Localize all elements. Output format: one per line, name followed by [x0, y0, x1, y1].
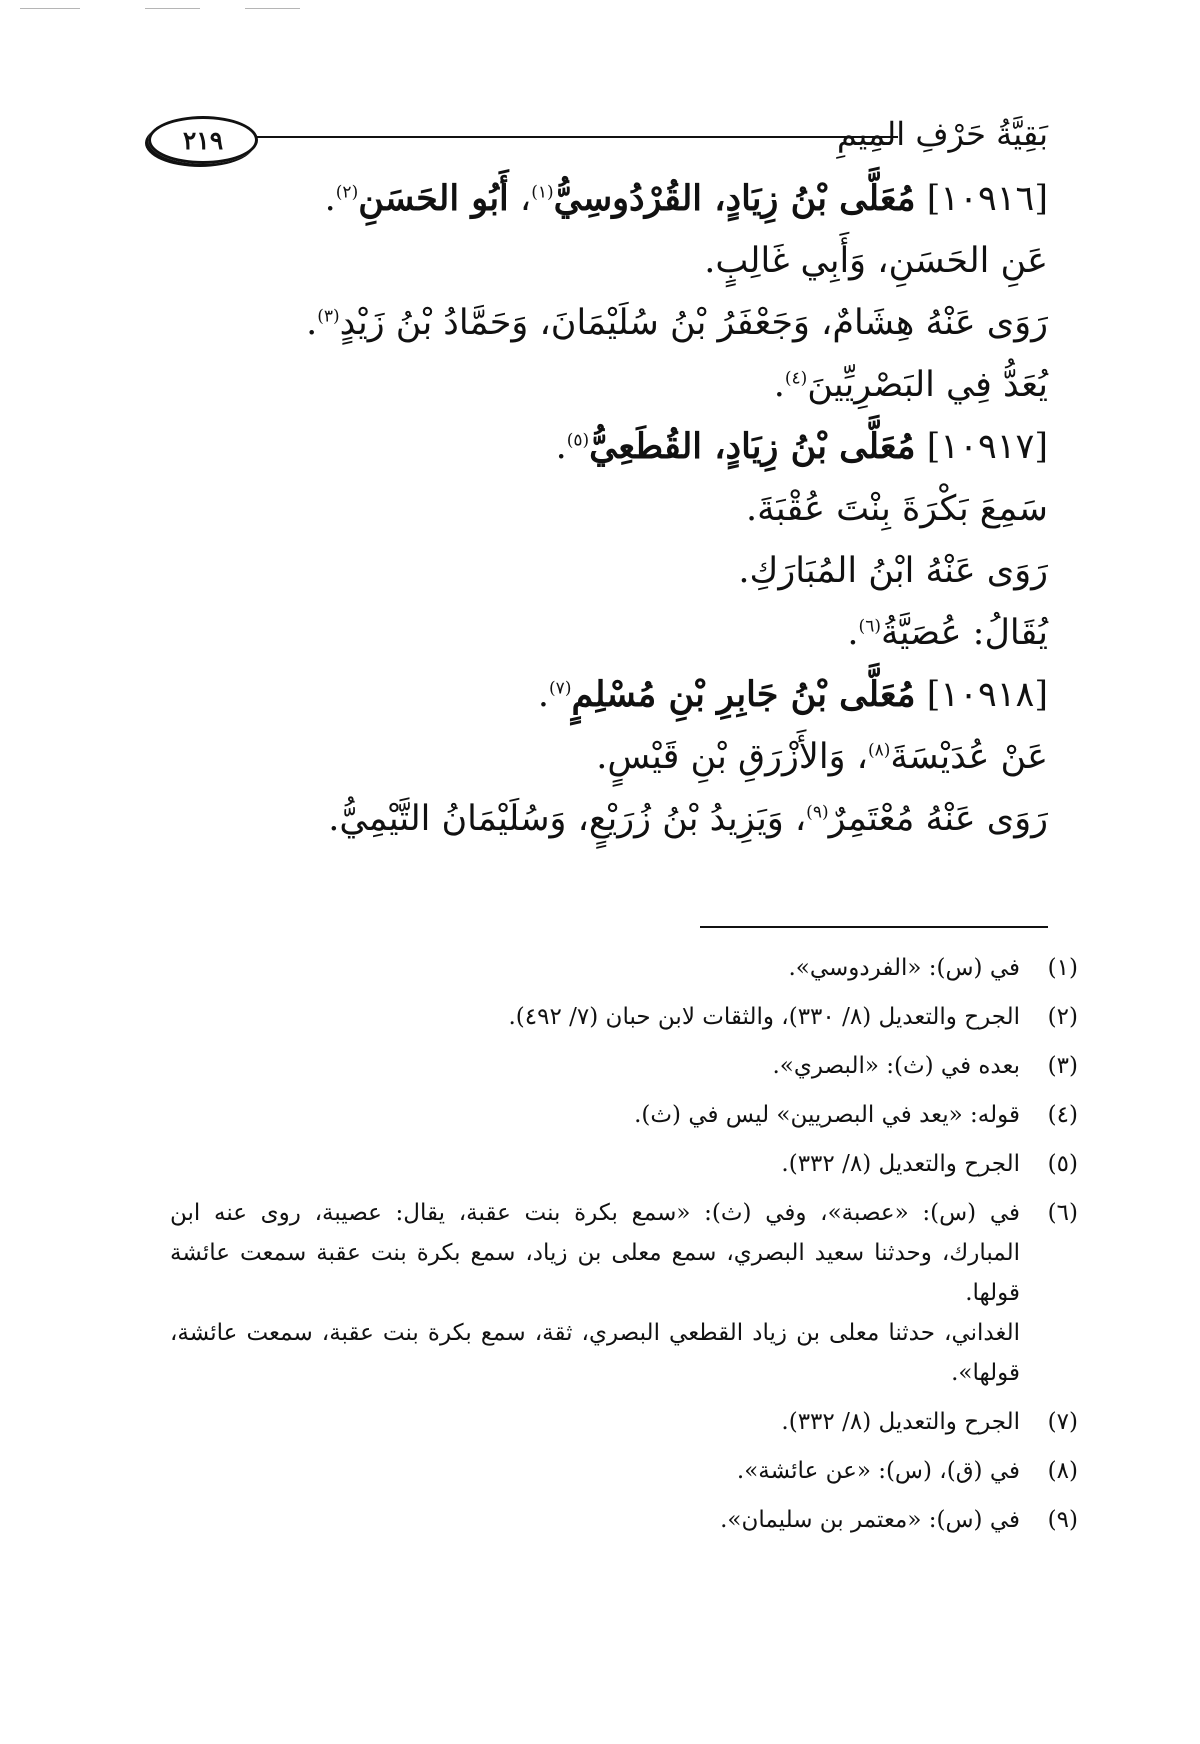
footnote-item [170, 1144, 1078, 1184]
narrator-name: أَبُو الحَسَنِ [358, 178, 509, 219]
footnote-marker: (٣) [317, 306, 340, 327]
footnote-marker: (٨) [867, 740, 891, 761]
narrators [160, 792, 1048, 846]
footnote-item [170, 997, 1078, 1037]
text-run: رَوَى عَنْهُ هِشَامٌ، وَجَعْفَرُ بْنُ سُلَيْمَانَ، وَحَمَّادُ بْنُ زَيْدٍ [339, 303, 1048, 343]
footnote-item [170, 948, 1078, 988]
text-run: ، وَيَزِيدُ بْنُ زُرَيْعٍ، وَسُلَيْمَانُ التَّيْمِيُّ. [328, 799, 807, 839]
text-run: . [773, 365, 785, 405]
footnote-marker: (٤) [784, 368, 808, 389]
narrators [160, 296, 1048, 350]
footnote-number: (١) [1047, 955, 1078, 981]
text-run: ، [508, 179, 532, 219]
text-run: عَنْ عُدَيْسَةَ [890, 737, 1048, 777]
text-run: [١٠٩١٦] [915, 179, 1048, 219]
footnote-paragraph: في (س): «عصبة»، وفي (ث): «سمع بكرة بنت عقبة، يقال: عصيبة، روى عنه ابن المبارك، وحدثنا سعيد البصري، سمع معلى بن زياد، سمع بكرة بنت عقبة سمعت عائشة قولها. [170, 1200, 1020, 1306]
footnote-number: (٦) [1047, 1200, 1078, 1226]
narrator-name: مُعَلَّى بْنُ جَابِرِ بْنِ مُسْلِمٍ [571, 674, 916, 715]
scan-artifact [245, 8, 300, 9]
narrators [160, 544, 1048, 598]
text-run: [١٠٩١٨] [915, 675, 1048, 715]
footnote-paragraph: في (ق)، (س): «عن عائشة». [736, 1458, 1020, 1484]
footnote-text [170, 1095, 1020, 1135]
footnote-item [170, 1046, 1078, 1086]
heard-from [160, 482, 1048, 536]
footnote-number: (٥) [1047, 1151, 1078, 1177]
footnote-number: (٨) [1047, 1458, 1078, 1484]
footnote-number: (٩) [1047, 1507, 1078, 1533]
footnote-number: (٢) [1047, 1004, 1078, 1030]
page-number: ٢١٩ [182, 125, 224, 155]
footnote-text [170, 948, 1020, 988]
footnote-text [170, 1500, 1020, 1540]
footnote-marker: (٢) [335, 182, 359, 203]
footnote-paragraph: الغداني، حدثنا معلى بن زياد القطعي البصري، ثقة، سمع بكرة بنت عقبة، سمعت عائشة، قولها». [170, 1320, 1020, 1386]
also-called [160, 606, 1048, 660]
footnote-item [170, 1402, 1078, 1442]
footnote-separator [700, 926, 1048, 928]
footnote-item [170, 1193, 1078, 1393]
footnote-text [170, 1046, 1020, 1086]
text-run: . [555, 427, 567, 467]
text-run: . [537, 675, 550, 715]
text-run: يُقَالُ: عُصَيَّةُ [880, 613, 1048, 653]
text-run: ، وَالأَزْرَقِ بْنِ قَيْسٍ. [596, 737, 868, 777]
text-run: . [847, 613, 859, 653]
text-run: رَوَى عَنْهُ مُعْتَمِرٌ [828, 799, 1048, 839]
running-title: بَقِيَّةُ حَرْفِ المِيمِ [837, 115, 1048, 153]
narrator-name: مُعَلَّى بْنُ زِيَادٍ، القُطَعِيُّ [589, 426, 916, 467]
footnote-paragraph: في (س): «الفردوسي». [788, 955, 1020, 981]
text-run: . [324, 179, 336, 219]
footnote-paragraph: الجرح والتعديل (٨/ ٣٣٠)، والثقات لابن حبان (٧/ ٤٩٢). [508, 1004, 1020, 1030]
footnote-number: (٣) [1047, 1053, 1078, 1079]
footnote-marker: (٩) [806, 802, 829, 823]
footnote-text [170, 1451, 1020, 1491]
scan-artifact [145, 8, 200, 9]
footnote-paragraph: الجرح والتعديل (٨/ ٣٣٢). [781, 1151, 1020, 1177]
footnote-marker: (٥) [566, 430, 590, 451]
footnotes [170, 948, 1078, 1549]
narrated-from [160, 234, 1048, 288]
footnote-marker: (٧) [549, 678, 572, 699]
text-run: رَوَى عَنْهُ ابْنُ المُبَارَكِ. [738, 551, 1048, 591]
footnote-marker: (٦) [858, 616, 881, 637]
text-run: سَمِعَ بَكْرَةَ بِنْتَ عُقْبَةَ. [746, 489, 1048, 529]
text-run: . [306, 303, 318, 343]
footnote-paragraph: في (س): «معتمر بن سليمان». [720, 1507, 1020, 1533]
text-run: [١٠٩١٧] [915, 427, 1048, 467]
footnote-paragraph: الجرح والتعديل (٨/ ٣٣٢). [781, 1409, 1020, 1435]
footnote-item [170, 1500, 1078, 1540]
scan-artifact [20, 8, 80, 9]
entry-10916 [160, 172, 1048, 226]
footnote-marker: (١) [531, 182, 554, 203]
footnote-number: (٤) [1047, 1102, 1078, 1128]
page-number-badge [148, 116, 258, 164]
header-rule [256, 136, 898, 138]
text-run: يُعَدُّ فِي البَصْرِيِّينَ [807, 365, 1048, 405]
text-run: عَنِ الحَسَنِ، وَأَبِي غَالِبٍ. [704, 241, 1048, 281]
running-header [148, 108, 1048, 168]
footnote-text [170, 1193, 1020, 1393]
footnote-number: (٧) [1047, 1409, 1078, 1435]
footnote-paragraph: بعده في (ث): «البصري». [772, 1053, 1020, 1079]
entry-10918 [160, 668, 1048, 722]
footnote-text [170, 1402, 1020, 1442]
footnote-item [170, 1095, 1078, 1135]
narrator-name: مُعَلَّى بْنُ زِيَادٍ، القُرْدُوسِيُّ [553, 178, 916, 219]
footnote-paragraph: قوله: «يعد في البصريين» ليس في (ث). [634, 1102, 1020, 1128]
entry-10917 [160, 420, 1048, 474]
footnote-text [170, 997, 1020, 1037]
counted-among [160, 358, 1048, 412]
footnote-item [170, 1451, 1078, 1491]
main-text [160, 172, 1048, 854]
narrated-from [160, 730, 1048, 784]
footnote-text [170, 1144, 1020, 1184]
